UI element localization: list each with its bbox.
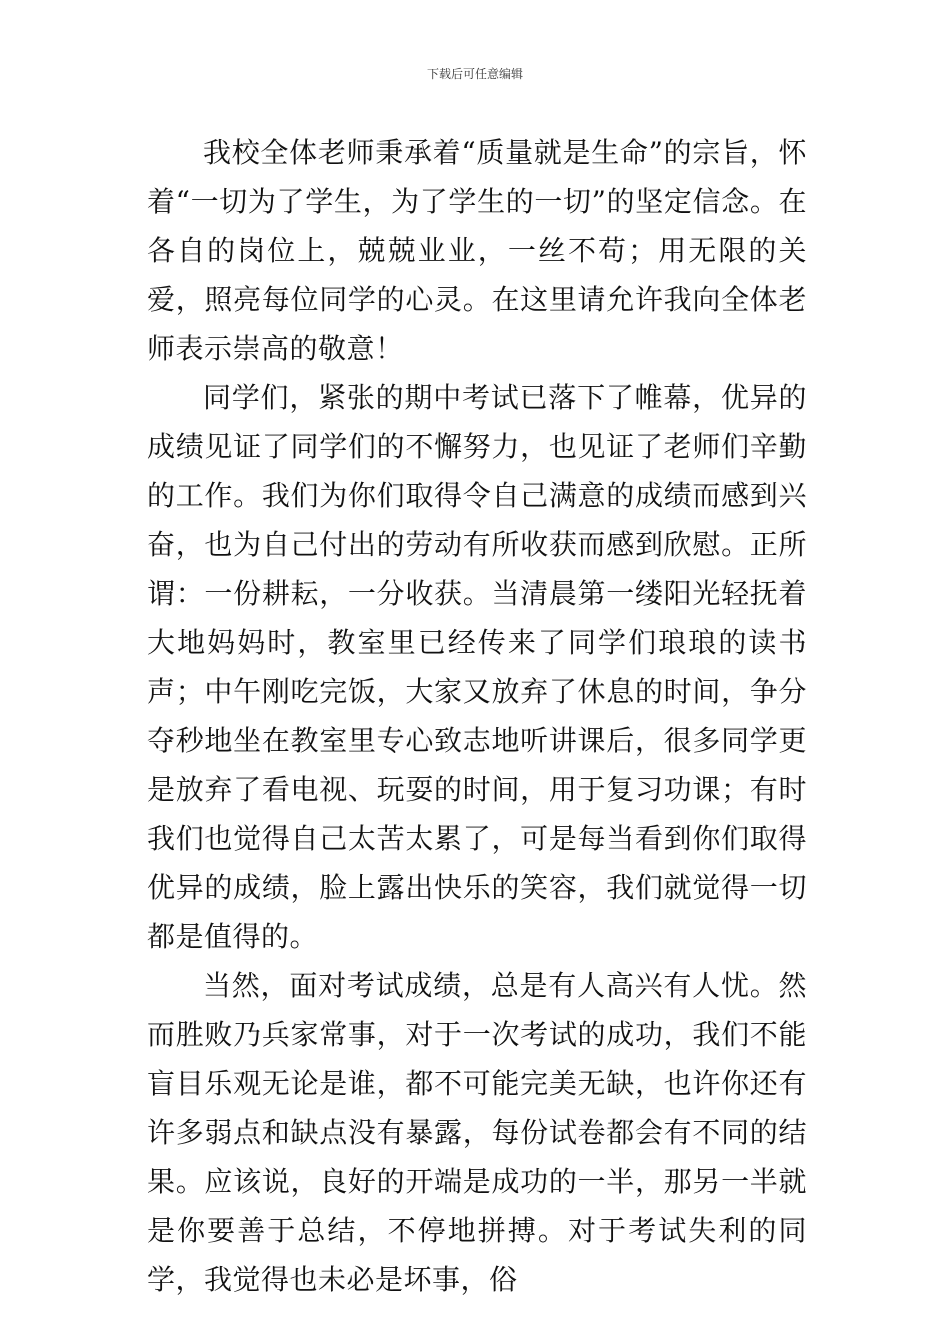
page-header-note: 下载后可任意编辑 xyxy=(426,67,523,81)
paragraph-success-and-failure: 当然，面对考试成绩，总是有人高兴有人忧。然而胜败乃兵家常事，对于一次考试的成功，我们不能盲目乐观无论是谁，都不可能完美无缺，也许你还有许多弱点和缺点没有暴露，每份试卷都会有不同的结果。应该说，良好的开端是成功的一半，那另一半就是你要善于总结，不停地拼搏。对于考试失利的同学，我觉得也未必是坏事，俗 xyxy=(147,969,807,1296)
paragraph-teachers-tribute: 我校全体老师秉承着“质量就是生命”的宗旨，怀着“一切为了学生，为了学生的一切”的坚定信念。在各自的岗位上，兢兢业业，一丝不苟；用无限的关爱，照亮每位同学的心灵。在这里请允许我向全体老师表示崇高的敬意！ xyxy=(147,136,807,365)
paragraph-midterm-results: 同学们，紧张的期中考试已落下了帷幕，优异的成绩见证了同学们的不懈努力，也见证了老师们辛勤的工作。我们为你们取得令自己满意的成绩而感到兴奋，也为自己付出的劳动有所收获而感到欣慰。正所谓：一份耕耘，一分收获。当清晨第一缕阳光轻抚着大地妈妈时，教室里已经传来了同学们琅琅的读书声；中午刚吃完饭，大家又放弃了休息的时间，争分夺秒地坐在教室里专心致志地听讲课后，很多同学更是放弃了看电视、玩耍的时间，用于复习功课；有时我们也觉得自己太苦太累了，可是每当看到你们取得优异的成绩，脸上露出快乐的笑容，我们就觉得一切都是值得的。 xyxy=(147,381,807,953)
document-body xyxy=(147,128,807,1304)
